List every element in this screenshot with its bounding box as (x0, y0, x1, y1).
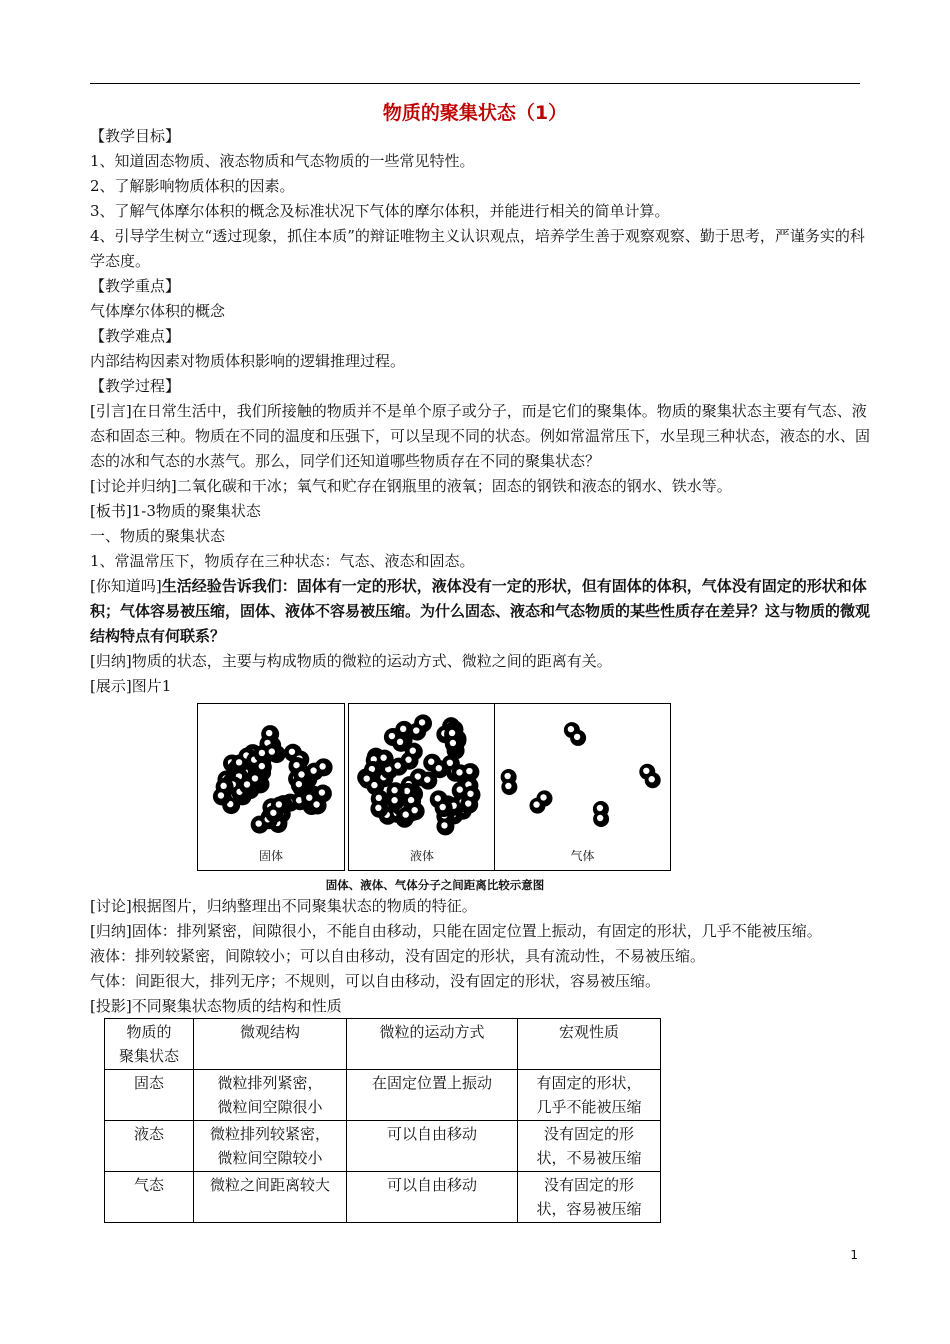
point-one: 1、常温常压下，物质存在三种状态：气态、液态和固态。 (90, 552, 475, 570)
solid-label: 固体 (258, 849, 283, 863)
liquid-molecules-illustration (349, 704, 494, 869)
page-number: 1 (850, 1248, 858, 1262)
objective-item: 4、引导学生树立“透过现象，抓住本质”的辩证唯物主义认识观点，培养学生善于观察观察、勤于思考，严谨务实的科学态度。 (90, 227, 865, 270)
key-point-text: 气体摩尔体积的概念 (90, 302, 226, 320)
objectives-heading: 【教学目标】 (90, 127, 181, 145)
projection-note: [投影]不同聚集状态物质的结构和性质 (90, 997, 342, 1015)
board-note: [板书]1-3物质的聚集状态 (90, 502, 261, 520)
properties-table (104, 1018, 661, 1223)
gas-panel (494, 703, 671, 871)
table-cell: 没有固定的形 状，容易被压缩 (518, 1172, 661, 1223)
show-note: [展示]图片1 (90, 677, 172, 695)
difficulty-heading: 【教学难点】 (90, 327, 181, 345)
solid-panel (197, 703, 345, 871)
process-heading: 【教学过程】 (90, 377, 181, 395)
objective-item: 3、了解气体摩尔体积的概念及标准状况下气体的摩尔体积，并能进行相关的简单计算。 (90, 202, 670, 220)
discussion-paragraph: [讨论并归纳]二氧化碳和干冰；氧气和贮存在钢瓶里的液氧；固态的钢铁和液态的钢水、铁水等。 (90, 477, 732, 495)
difficulty-text: 内部结构因素对物质体积影响的逻辑推理过程。 (90, 352, 406, 370)
objective-item: 2、了解影响物质体积的因素。 (90, 177, 295, 195)
solid-summary: [归纳]固体：排列紧密，间隙很小，不能自由移动，只能在固定位置上振动，有固定的形状，几乎不能被压缩。 (90, 922, 822, 940)
table-cell: 固态 (105, 1070, 194, 1121)
liquid-summary: 液体：排列较紧密，间隙较小；可以自由移动，没有固定的形状，具有流动性，不易被压缩。 (90, 947, 706, 965)
table-cell: 可以自由移动 (347, 1121, 518, 1172)
document-body-continued (90, 894, 872, 1019)
table-cell: 液态 (105, 1121, 194, 1172)
header-cell: 宏观性质 (518, 1019, 661, 1070)
header-cell: 微粒的运动方式 (347, 1019, 518, 1070)
did-you-know-prefix: [你知道吗] (90, 577, 162, 595)
table-row (105, 1070, 661, 1121)
figure-caption: 固体、液体、气体分子之间距离比较示意图 (325, 878, 545, 892)
gas-summary: 气体：间距很大，排列无序；不规则，可以自由移动，没有固定的形状，容易被压缩。 (90, 972, 661, 990)
table-cell: 微粒之间距离较大 (194, 1172, 347, 1223)
liquid-label: 液体 (409, 849, 434, 863)
table-cell: 可以自由移动 (347, 1172, 518, 1223)
table-row (105, 1172, 661, 1223)
table-cell: 微粒排列紧密， 微粒间空隙很小 (194, 1070, 347, 1121)
gas-label: 气体 (570, 849, 595, 863)
gas-molecules-illustration (495, 704, 669, 869)
intro-paragraph: [引言]在日常生活中，我们所接触的物质并不是单个原子或分子，而是它们的聚集体。物质的聚集状态主要有气态、液态和固态三种。物质在不同的温度和压强下，可以呈现不同的状态。例如常温常压下，水呈现三种状态，液态的水、固态的冰和气态的水蒸气。那么，同学们还知道哪些物质存在不同的聚集状态？ (90, 402, 871, 470)
table-cell: 在固定位置上振动 (347, 1070, 518, 1121)
liquid-panel (348, 703, 496, 871)
table-row (105, 1121, 661, 1172)
section-heading: 一、物质的聚集状态 (90, 527, 226, 545)
did-you-know (90, 574, 872, 649)
table-header-row (105, 1019, 661, 1070)
table-cell: 气态 (105, 1172, 194, 1223)
table-cell: 有固定的形状， 几乎不能被压缩 (518, 1070, 661, 1121)
header-cell: 微观结构 (194, 1019, 347, 1070)
table-cell: 微粒排列较紧密， 微粒间空隙较小 (194, 1121, 347, 1172)
summary-paragraph: [归纳]物质的状态，主要与构成物质的微粒的运动方式、微粒之间的距离有关。 (90, 652, 612, 670)
header-cell: 物质的 聚集状态 (105, 1019, 194, 1070)
did-you-know-text: 生活经验告诉我们：固体有一定的形状，液体没有一定的形状，但有固体的体积，气体没有固定的形状和体积；气体容易被压缩，固体、液体不容易被压缩。为什么固态、液态和气态物质的某些性质存在差异？这与物质的微观结构特点有何联系？ (90, 577, 871, 645)
molecule-figure (197, 703, 673, 898)
discuss-paragraph: [讨论]根据图片，归纳整理出不同聚集状态的物质的特征。 (90, 897, 477, 915)
objective-item: 1、知道固态物质、液态物质和气态物质的一些常见特性。 (90, 152, 475, 170)
header-rule (90, 83, 860, 84)
document-body (90, 124, 872, 699)
page-title: 物质的聚集状态（1） (382, 102, 568, 124)
solid-molecules-illustration (198, 704, 343, 869)
table-cell: 没有固定的形 状，不易被压缩 (518, 1121, 661, 1172)
key-point-heading: 【教学重点】 (90, 277, 181, 295)
